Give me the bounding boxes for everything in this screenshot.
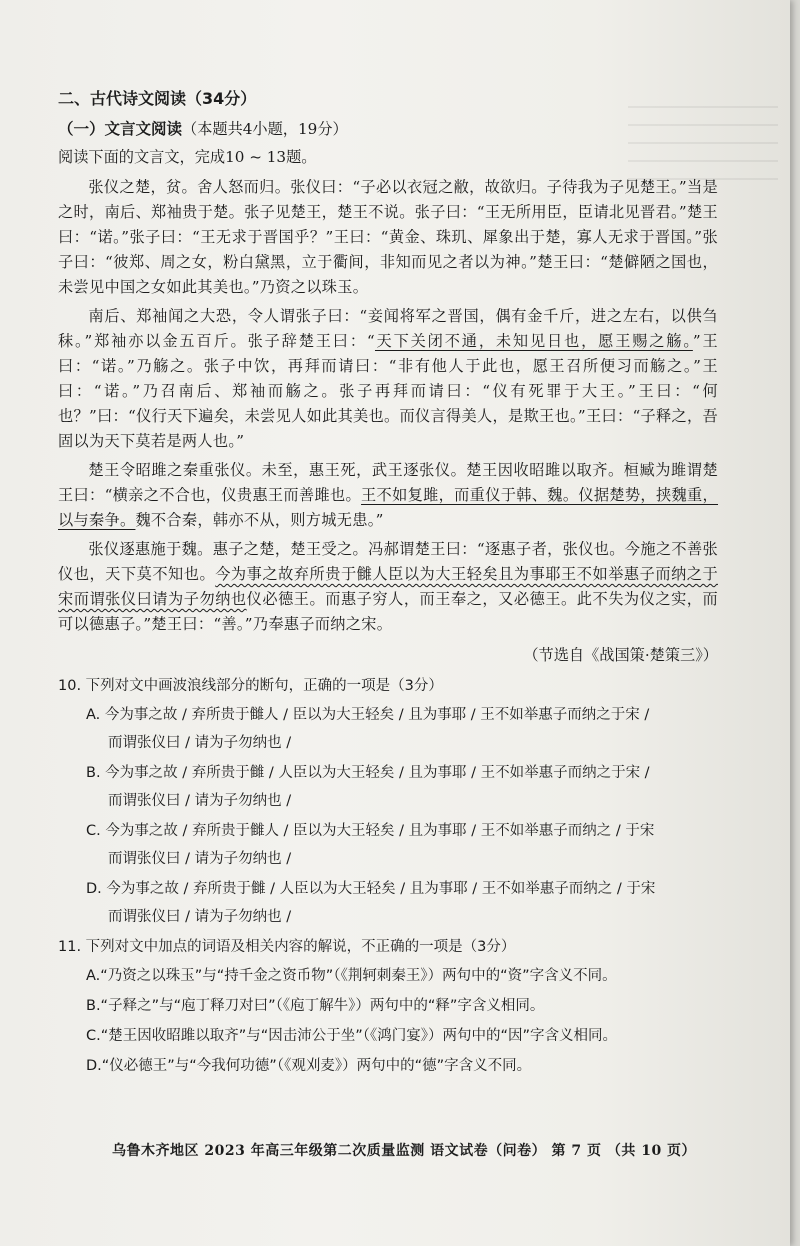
passage-paragraph-2: [58, 304, 718, 454]
q10-c-line1: C. 今为事之故 / 弃所贵于雠人 / 臣以为大王轻矣 / 且为事耶 / 王不如举惠子而纳之 / 于宋: [86, 823, 655, 839]
q10-a-line1: A. 今为事之故 / 弃所贵于雠人 / 臣以为大王轻矣 / 且为事耶 / 王不如举惠子而纳之于宋 /: [86, 707, 650, 723]
p4-text-a: 张仪逐惠施于魏。惠子之楚，楚王受之。冯郝谓楚王曰：“逐惠子者，张仪也。今施之不善张仪也，天下莫不知也。: [58, 540, 718, 583]
p4-text-b: 仪必德王。而惠子穷人，而王奉之，又必德王。此不失为仪之实，而可以德惠子。”楚王曰：“善。”乃奉惠子而纳之宋。: [58, 590, 718, 633]
q10-d-line1: D. 今为事之故 / 弃所贵于雠 / 人臣以为大王轻矣 / 且为事耶 / 王不如举惠子而纳之 / 于宋: [86, 881, 656, 897]
p3-underlined-sentence: 王不如复雎，而重仪于韩、魏。仪据楚势，挟魏重，以与秦争。: [58, 486, 719, 529]
question-10-option-c: [58, 817, 718, 873]
q10-d-line2: 而谓张仪曰 / 请为子勿纳也 /: [108, 909, 292, 925]
subsection-title: （一）文言文阅读: [58, 120, 183, 138]
reading-instruction: 阅读下面的文言文，完成10 ~ 13题。: [58, 148, 317, 166]
question-10-option-d: [58, 875, 718, 931]
passage-source: （节选自《战国策·楚策三》）: [523, 646, 718, 664]
page-content: [58, 86, 718, 1082]
question-11-stem: 11. 下列对文中加点的词语及相关内容的解说，不正确的一项是（3分）: [58, 939, 516, 955]
question-11-option-b: B.“子释之”与“庖丁释刀对曰”（《庖丁解牛》）两句中的“释”字含义相同。: [86, 998, 545, 1014]
q10-b-line2: 而谓张仪曰 / 请为子勿纳也 /: [108, 793, 292, 809]
question-10-option-b: [58, 759, 718, 815]
question-10-stem: 10. 下列对文中画波浪线部分的断句，正确的一项是（3分）: [58, 678, 443, 694]
question-10-option-a: [58, 701, 718, 757]
passage-paragraph-4: [58, 537, 718, 637]
p2-underlined-sentence: 天下关闭不通，未知见日也，愿王赐之觞。: [374, 332, 693, 350]
p2-text-b: ”王曰：“诺。”乃觞之。张子中饮，再拜而请曰：“非有他人于此也，愿王召所便习而觞之。”王曰：“诺。”乃召南后、郑袖而觞之。张子再拜而请曰：“仪有死罪于大王。”王曰：“何也？”曰：“仪行天下遍矣，未尝见人如此其美也。而仪言得美人，是欺王也。”王曰：“子释之，吾固以为天下莫若是两人也。”: [58, 332, 718, 450]
q10-c-line2: 而谓张仪曰 / 请为子勿纳也 /: [108, 851, 292, 867]
p2-text-a: 南后、郑袖闻之大恐，令人谓张子曰：“妾闻将军之晋国，偶有金千斤，进之左右，以供刍秣。”郑袖亦以金五百斤。张子辞楚王曰：“: [58, 307, 718, 350]
passage-paragraph-3: [58, 458, 718, 533]
page-footer: 乌鲁木齐地区 2023 年高三年级第二次质量监测 语文试卷（问卷） 第 7 页 （共 10 页）: [112, 1143, 697, 1159]
p4-wavy-underlined-sentence: 今为事之故弃所贵于雠人臣以为大王轻矣且为事耶王不如举惠子而纳之于宋而谓张仪曰请为子勿纳也: [58, 565, 718, 608]
question-11-option-d: D.“仪必德王”与“今我何功德”（《观刈麦》）两句中的“德”字含义不同。: [86, 1058, 532, 1074]
p3-text-b: 魏不合秦，韩亦不从，则方城无患。”: [135, 511, 384, 529]
subsection-heading: [58, 117, 718, 142]
question-11-option-c: C.“楚王因收昭雎以取齐”与“因击沛公于坐”（《鸿门宴》）两句中的“因”字含义相同。: [86, 1028, 618, 1044]
q10-b-line1: B. 今为事之故 / 弃所贵于雠 / 人臣以为大王轻矣 / 且为事耶 / 王不如举惠子而纳之于宋 /: [86, 765, 650, 781]
passage-paragraph-1: 张仪之楚，贫。舍人怒而归。张仪曰：“子必以衣冠之敝，故欲归。子待我为子见楚王。”当是之时，南后、郑袖贵于楚。张子见楚王，楚王不说。张子曰：“王无所用臣，臣请北见晋君。”楚王曰：“诺。”张子曰：“王无求于晋国乎？”王曰：“黄金、珠玑、犀象出于楚，寡人无求于晋国。”张子曰：“彼郑、周之女，粉白黛黑，立于衢间，非知而见之者以为神。”楚王曰：“楚僻陋之国也，未尝见中国之女如此其美也。”乃资之以珠玉。: [58, 178, 718, 296]
section-title: 二、古代诗文阅读（34分）: [58, 89, 257, 108]
p3-text-a: 楚王令昭雎之秦重张仪。未至，惠王死，武王逐张仪。楚王因收昭雎以取齐。桓臧为雎谓楚王曰：“横亲之不合也，仪贵惠王而善雎也。: [58, 461, 718, 504]
q10-a-line2: 而谓张仪曰 / 请为子勿纳也 /: [108, 735, 292, 751]
subsection-note: （本题共4小题，19分）: [182, 120, 348, 138]
question-11-option-a: A.“乃资之以珠玉”与“持千金之资币物”（《荆轲刺秦王》）两句中的“资”字含义不同。: [86, 968, 617, 984]
